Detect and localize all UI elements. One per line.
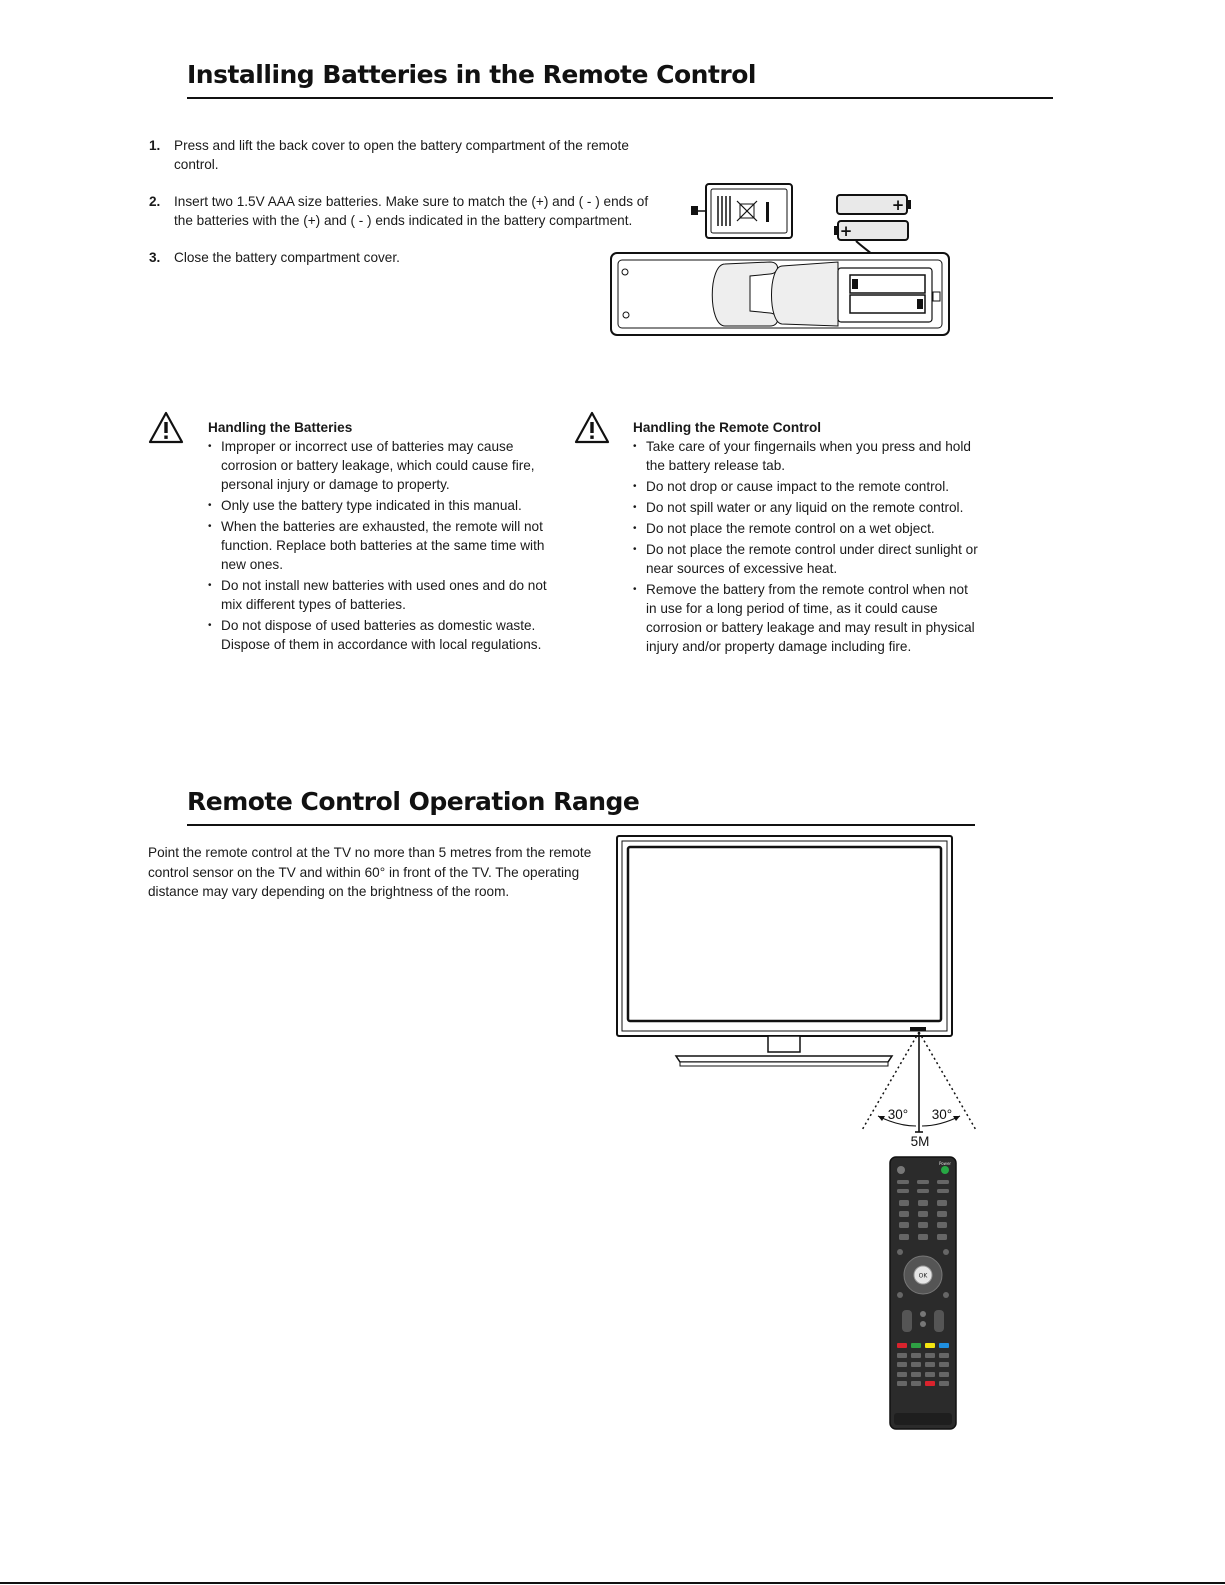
section-title-batteries: Installing Batteries in the Remote Control [187,60,756,89]
list-item: • Do not place the remote control on a wet object. [633,519,978,538]
title-underline [187,824,975,826]
list-item: • Take care of your fingernails when you press and hold the battery release tab. [633,437,978,475]
recycle-bin-icon [737,201,757,221]
warning-title: Handling the Remote Control [633,420,822,435]
section-title-range: Remote Control Operation Range [187,787,640,816]
battery-icon [837,195,911,214]
step-item [149,248,659,267]
list-item: • Do not install new batteries with used ones and do not mix different types of batteries. [208,576,553,614]
power-label: Power [938,1161,952,1166]
battery-icon [834,221,908,240]
page-bottom-rule [0,1582,1225,1584]
warning-icon [148,411,184,444]
warning-list [633,437,978,656]
tv-icon [617,836,952,1066]
step-text: Press and lift the back cover to open the battery compartment of the remote control. [174,138,629,172]
list-item: • When the batteries are exhausted, the remote will not function. Replace both batteries at the same time with new ones. [208,517,553,574]
list-item: • Do not spill water or any liquid on the remote control. [633,498,978,517]
svg-text:+: + [891,196,905,214]
step-item [149,136,659,174]
install-steps [149,136,659,285]
warning-icon [574,411,610,444]
step-text: Insert two 1.5V AAA size batteries. Make sure to match the (+) and ( - ) ends of the batteries with the (+) and ( - ) ends indicated in the battery compartment. [174,194,649,228]
list-item: • Only use the battery type indicated in this manual. [208,496,553,515]
warning-list [208,437,553,654]
list-item: • Improper or incorrect use of batteries may cause corrosion or battery leakage, which could cause fire, personal injury or damage to property. [208,437,553,494]
list-item: • Do not dispose of used batteries as domestic waste. Dispose of them in accordance with local regulations. [208,616,553,654]
step-number: 3. [149,250,161,265]
battery-compartment-illustration [600,176,960,340]
step-number: 1. [149,138,161,153]
distance-label: 5M [910,1134,930,1149]
angle-right-label: 30° [931,1107,953,1122]
range-description: Point the remote control at the TV no more than 5 metres from the remote control sensor on the TV and within 60° in front of the TV. The operating distance may vary depending on the brightness of the room. [148,845,592,899]
step-text: Close the battery compartment cover. [174,250,400,265]
ok-label: OK [918,1272,928,1280]
step-number: 2. [149,194,161,209]
handling-remote-block [633,420,978,658]
list-item: • Do not drop or cause impact to the remote control. [633,477,978,496]
tv-range-diagram [610,830,982,1150]
remote-control-icon [888,1155,958,1431]
svg-text:+: + [839,222,853,240]
angle-left-label: 30° [887,1107,909,1122]
list-item: • Do not place the remote control under direct sunlight or near sources of excessive heat. [633,540,978,578]
step-item [149,192,659,230]
list-item: • Remove the battery from the remote control when not in use for a long period of time, as it could cause corrosion or battery leakage and may result in physical injury and/or property damage including fire. [633,580,978,656]
warning-title: Handling the Batteries [208,420,353,435]
handling-batteries-block [208,420,553,656]
title-underline [187,97,1053,99]
